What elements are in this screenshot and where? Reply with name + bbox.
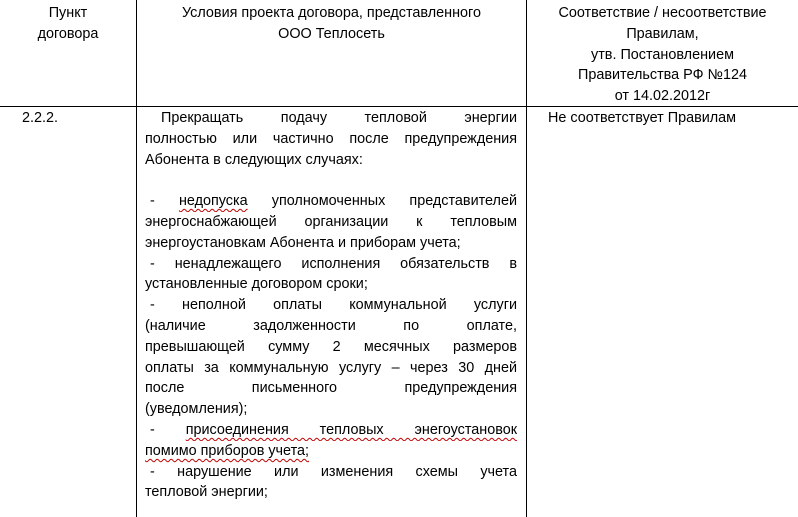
spellcheck-underlined-phrase: помимо приборов учета; bbox=[145, 442, 310, 459]
header-text: Правилам, bbox=[626, 25, 699, 42]
condition-line: после письменного предупреждения bbox=[145, 380, 517, 397]
condition-line: (уведомления); bbox=[145, 401, 248, 418]
dash: - bbox=[150, 193, 179, 210]
condition-fragment: уполномоченных представителей bbox=[247, 193, 517, 210]
item-number bbox=[22, 108, 132, 129]
condition-line: Абонента в следующих случаях: bbox=[145, 151, 363, 168]
header-text: от 14.02.2012г bbox=[614, 88, 711, 105]
header-text: договора bbox=[37, 25, 99, 42]
condition-line: - неполной оплаты коммунальной услуги bbox=[150, 297, 517, 314]
condition-line: энергоустановкам Абонента и приборам учета; bbox=[145, 234, 461, 251]
condition-line bbox=[145, 420, 517, 441]
dash: - bbox=[150, 421, 186, 438]
compliance-status bbox=[548, 108, 793, 129]
header-text: Правительства РФ №124 bbox=[578, 67, 747, 84]
header-compliance bbox=[527, 3, 798, 107]
header-text: Соответствие / несоответствие bbox=[558, 5, 767, 21]
condition-line: Прекращать подачу тепловой энергии bbox=[161, 110, 517, 126]
header-text: ООО Теплосеть bbox=[278, 25, 385, 42]
header-contract-conditions bbox=[137, 3, 526, 45]
condition-line: энергоснабжающей организации к тепловым bbox=[145, 213, 517, 230]
header-text: Условия проекта договора, представленного bbox=[182, 5, 481, 21]
condition-line: тепловой энергии; bbox=[145, 484, 268, 501]
item-number-text: 2.2.2. bbox=[22, 110, 59, 126]
spellcheck-underlined-word: недопуска bbox=[178, 193, 248, 210]
condition-line: (наличие задолженности по оплате, bbox=[145, 317, 517, 334]
header-item-number bbox=[0, 3, 136, 45]
header-text: Пункт bbox=[48, 5, 88, 21]
compliance-status-text: Не соответствует Правилам bbox=[548, 110, 737, 126]
spellcheck-underlined-phrase: присоединения тепловых энегоустановок bbox=[185, 421, 517, 438]
condition-line: полностью или частично после предупреждения bbox=[145, 130, 517, 147]
condition-line bbox=[145, 441, 517, 462]
condition-line: установленные договором сроки; bbox=[145, 276, 368, 293]
condition-line: - ненадлежащего исполнения обязательств в bbox=[150, 255, 517, 272]
paragraph-gap bbox=[145, 170, 517, 191]
condition-text bbox=[145, 108, 517, 503]
condition-line: превышающей сумму 2 месячных размеров bbox=[145, 338, 517, 355]
condition-line: оплаты за коммунальную услугу – через 30 дней bbox=[145, 359, 517, 376]
column-divider-1 bbox=[136, 0, 137, 517]
condition-line bbox=[145, 191, 517, 212]
header-text: утв. Постановлением bbox=[591, 46, 734, 63]
condition-line: - нарушение или изменения схемы учета bbox=[150, 463, 517, 480]
